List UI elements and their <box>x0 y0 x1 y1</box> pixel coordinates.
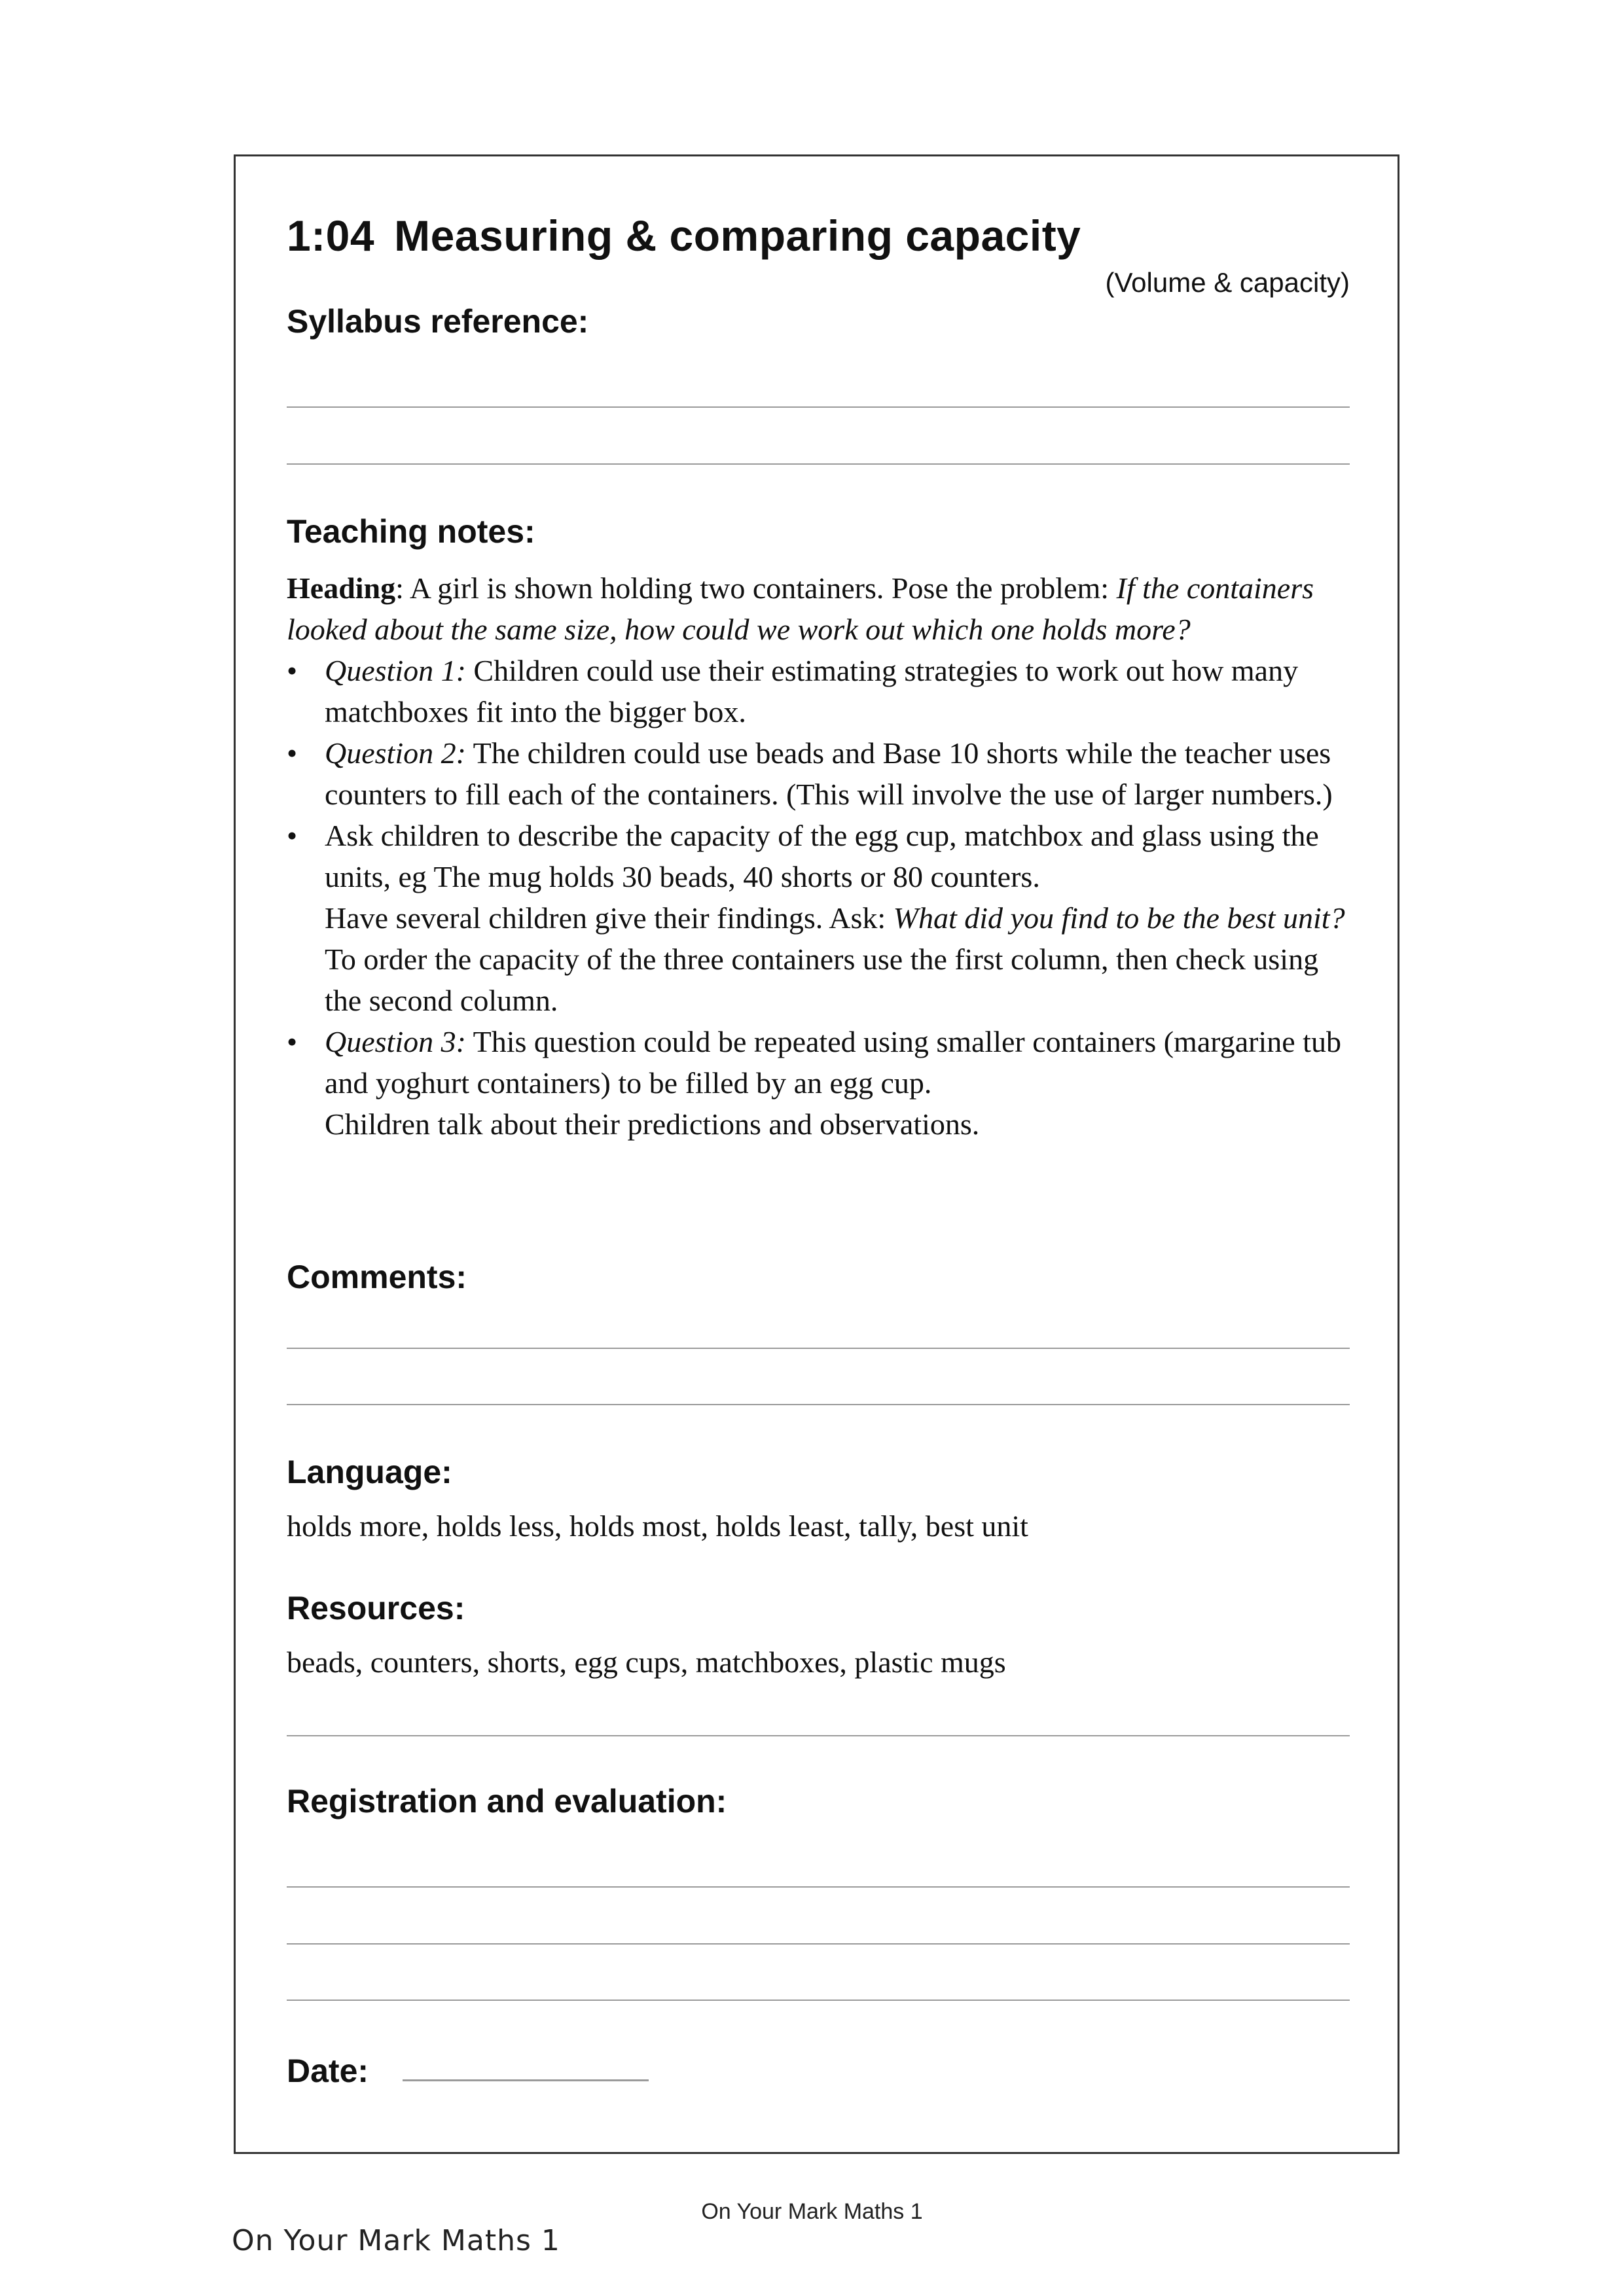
registration-heading: Registration and evaluation: <box>287 1783 727 1820</box>
writing-line <box>287 1886 1350 1888</box>
teaching-notes-body <box>287 567 1350 1145</box>
writing-line <box>287 1735 1350 1736</box>
question-label: Question 3: <box>325 1025 466 1058</box>
list-item-text: Children could use their estimating strategies to work out how many matchboxes fit into the bigger box. <box>325 654 1299 728</box>
list-item <box>287 732 1350 815</box>
list-item-text: This question could be repeated using smaller containers (margarine tub and yoghurt containers) to be filled by an egg cup. <box>325 1025 1341 1100</box>
language-heading: Language: <box>287 1454 452 1490</box>
date-line <box>403 2079 649 2081</box>
date-heading: Date: <box>287 2053 369 2089</box>
footer-center: On Your Mark Maths 1 <box>701 2199 923 2224</box>
page-title <box>287 211 1081 260</box>
list-item <box>287 815 1350 1021</box>
intro-label: Heading <box>287 571 396 605</box>
resources-text: beads, counters, shorts, egg cups, matchboxes, plastic mugs <box>287 1645 1006 1679</box>
worksheet-frame <box>234 154 1399 2154</box>
teaching-notes-heading: Teaching notes: <box>287 513 535 550</box>
list-item-text: Ask children to describe the capacity of the egg cup, matchbox and glass using the units, eg The mug holds 30 beads, 40 shorts or 80 counters. <box>325 819 1319 893</box>
lesson-title: Measuring & comparing capacity <box>394 211 1081 260</box>
lesson-number: 1:04 <box>287 211 375 260</box>
list-item-text: To order the capacity of the three containers use the first column, then check using the second column. <box>325 942 1319 1017</box>
writing-line <box>287 1943 1350 1945</box>
list-item <box>287 650 1350 732</box>
writing-line <box>287 463 1350 465</box>
strand-label: (Volume & capacity) <box>1105 267 1350 298</box>
list-item-text: Have several children give their findings. Ask: <box>325 901 893 935</box>
comments-heading: Comments: <box>287 1259 467 1295</box>
list-item-text: Children talk about their predictions and observations. <box>325 1107 980 1141</box>
question-label: Question 2: <box>325 736 466 770</box>
writing-line <box>287 2000 1350 2001</box>
intro-paragraph <box>287 567 1350 650</box>
footer-left: On Your Mark Maths 1 <box>232 2224 560 2257</box>
syllabus-heading: Syllabus reference: <box>287 303 589 340</box>
resources-heading: Resources: <box>287 1590 465 1626</box>
intro-question: If the containers looked about the same size, how could we work out which one holds more? <box>287 571 1314 646</box>
language-text: holds more, holds less, holds most, holds least, tally, best unit <box>287 1509 1028 1543</box>
list-item-question: What did you find to be the best unit? <box>893 901 1345 935</box>
writing-line <box>287 1348 1350 1349</box>
writing-line <box>287 406 1350 408</box>
notes-list <box>287 650 1350 1145</box>
list-item-text: The children could use beads and Base 10 shorts while the teacher uses counters to fill each of the containers. (This will involve the use of larger numbers.) <box>325 736 1333 811</box>
writing-line <box>287 1404 1350 1405</box>
question-label: Question 1: <box>325 654 466 687</box>
list-item <box>287 1021 1350 1145</box>
intro-text: : A girl is shown holding two containers. Pose the problem: <box>395 571 1117 605</box>
